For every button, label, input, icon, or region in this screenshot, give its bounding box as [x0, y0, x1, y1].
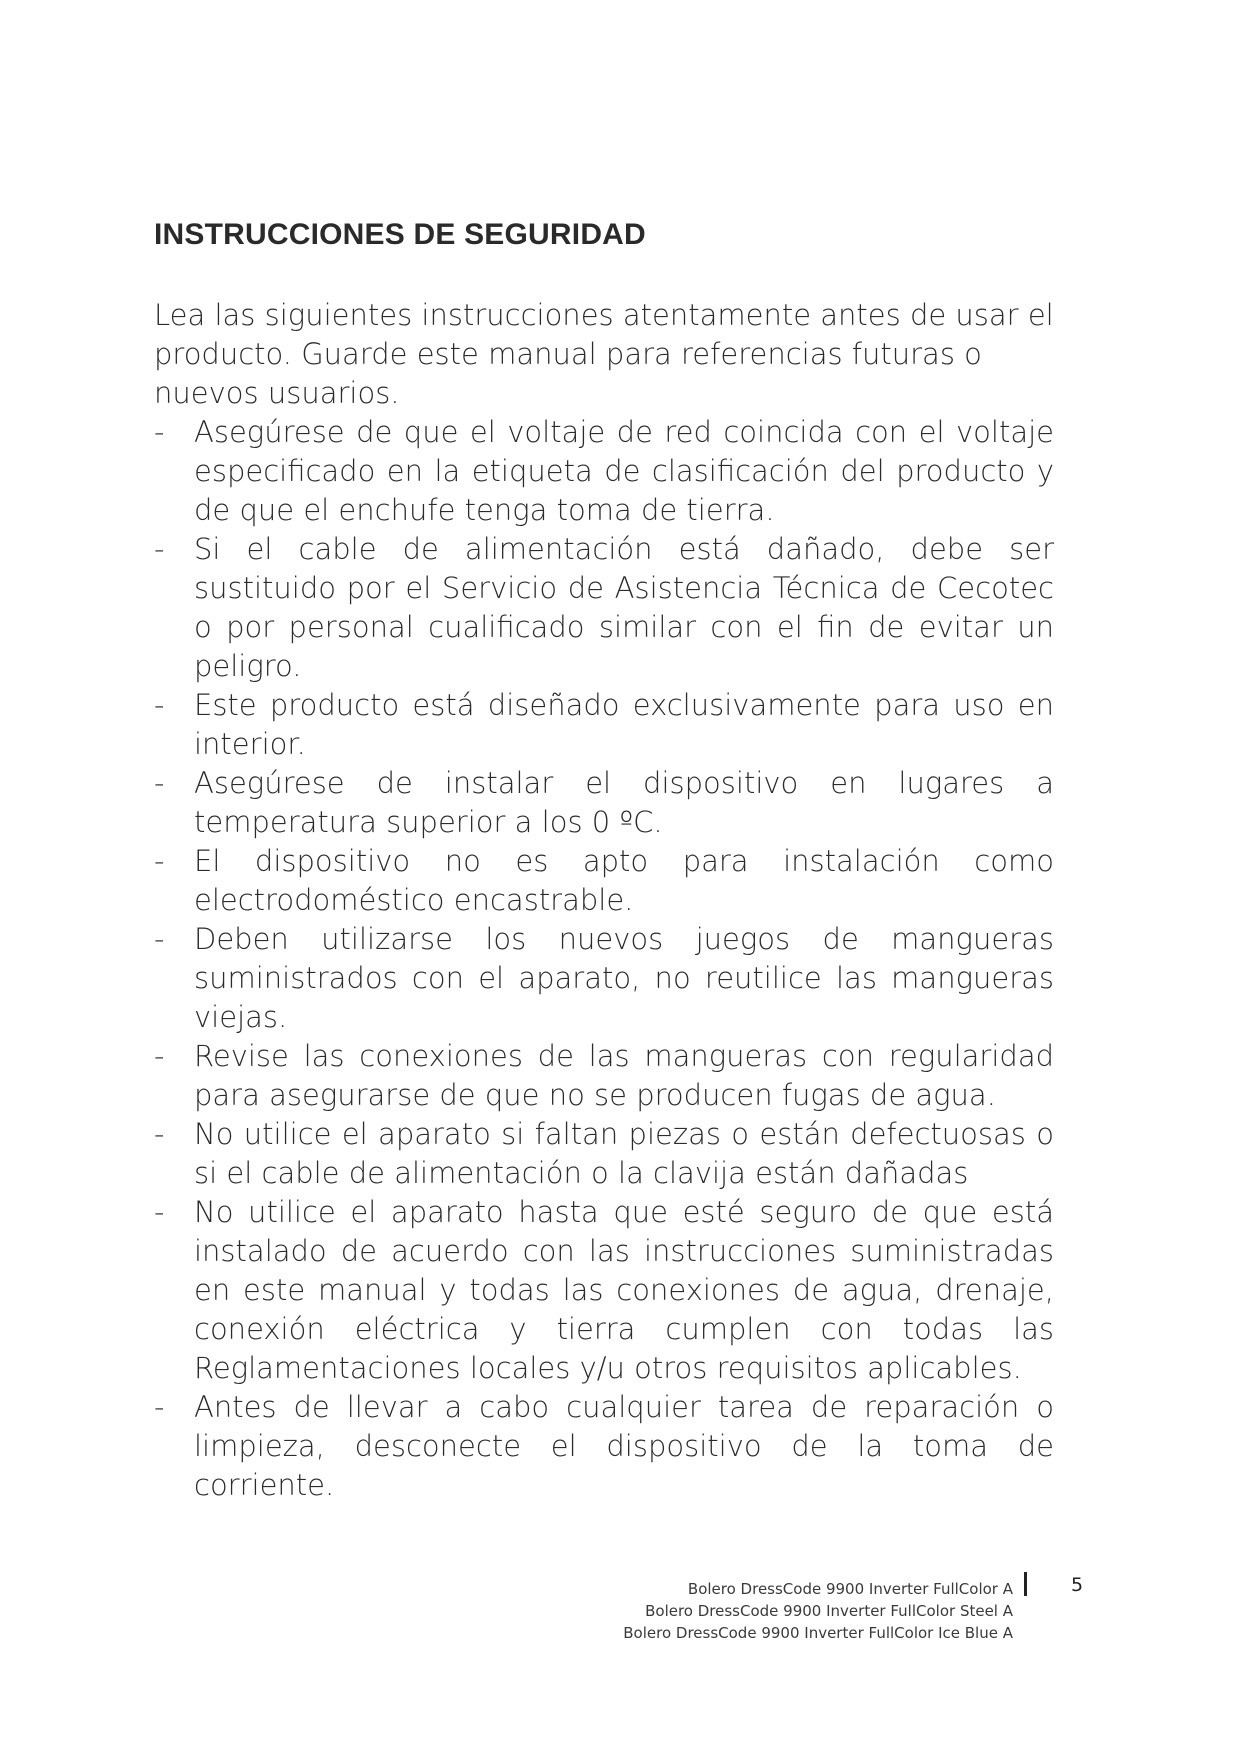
list-item-text: Deben utilizarse los nuevos juegos de mangueras suministrados con el aparato, no reutilice las mangueras viejas.: [194, 922, 1054, 1034]
bullet: -: [154, 922, 165, 956]
list-item-text: Asegúrese de instalar el dispositivo en lugares a temperatura superior a los 0 ºC.: [194, 766, 1054, 839]
bullet: -: [154, 1195, 165, 1229]
list-item: [154, 413, 1054, 530]
bullet: -: [154, 415, 165, 449]
list-item: [154, 842, 1054, 920]
list-item: [154, 530, 1054, 686]
footer-models: [623, 1578, 1013, 1644]
footer-divider: [1024, 1572, 1027, 1596]
footer-model-line: Bolero DressCode 9900 Inverter FullColor Steel A: [645, 1602, 1013, 1620]
instruction-list: [154, 413, 1054, 1505]
list-item: [154, 1193, 1054, 1388]
bullet: -: [154, 766, 165, 800]
bullet: -: [154, 1039, 165, 1073]
list-item-text: Si el cable de alimentación está dañado, debe ser sustituido por el Servicio de Asistencia Técnica de Cecotec o por personal cualificado similar con el fin de evitar un peligro.: [194, 532, 1054, 683]
page-number: 5: [1071, 1574, 1084, 1596]
list-item: [154, 1037, 1054, 1115]
bullet: -: [154, 844, 165, 878]
list-item-text: Este producto está diseñado exclusivamente para uso en interior.: [194, 688, 1054, 761]
bullet: -: [154, 532, 165, 566]
list-item: [154, 920, 1054, 1037]
list-item-text: No utilice el aparato si faltan piezas o están defectuosas o si el cable de alimentación o la clavija están dañadas: [194, 1117, 1054, 1190]
list-item-text: Asegúrese de que el voltaje de red coincida con el voltaje especificado en la etiqueta de clasificación del producto y de que el enchufe tenga toma de tierra.: [194, 415, 1054, 527]
footer-model-line: Bolero DressCode 9900 Inverter FullColor A: [687, 1580, 1013, 1598]
list-item-text: El dispositivo no es apto para instalación como electrodoméstico encastrable.: [194, 844, 1054, 917]
list-item-text: Revise las conexiones de las mangueras con regularidad para asegurarse de que no se producen fugas de agua.: [194, 1039, 1054, 1112]
list-item-text: Antes de llevar a cabo cualquier tarea de reparación o limpieza, desconecte el dispositivo de la toma de corriente.: [194, 1390, 1054, 1502]
bullet: -: [154, 1390, 165, 1424]
list-item: [154, 686, 1054, 764]
safety-instructions: [154, 296, 1054, 1505]
page-title: INSTRUCCIONES DE SEGURIDAD: [154, 218, 646, 251]
bullet: -: [154, 1117, 165, 1151]
bullet: -: [154, 688, 165, 722]
list-item: [154, 764, 1054, 842]
list-item: [154, 1388, 1054, 1505]
list-item: [154, 1115, 1054, 1193]
intro-paragraph: Lea las siguientes instrucciones atentamente antes de usar el producto. Guarde este manual para referencias futuras o nuevos usuarios.: [154, 298, 1054, 410]
list-item-text: No utilice el aparato hasta que esté seguro de que está instalado de acuerdo con las instrucciones suministradas en este manual y todas las conexiones de agua, drenaje, conexión eléctrica y tierra cumplen con todas las Reglamentaciones locales y/u otros requisitos aplicables.: [194, 1195, 1054, 1385]
footer-model-line: Bolero DressCode 9900 Inverter FullColor Ice Blue A: [623, 1624, 1013, 1642]
